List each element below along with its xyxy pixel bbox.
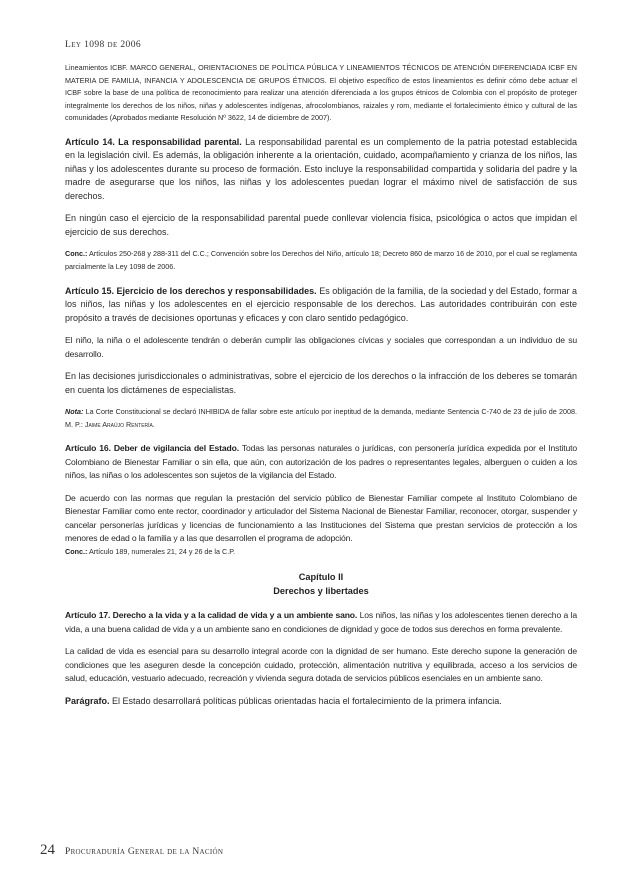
article-16 [65, 442, 577, 483]
article-17-text: Los niños, las niñas y los adolescentes tienen derecho a la vida, a una buena calidad de vida y a un ambiente sano en condiciones de dignidad y goce de todos sus derechos en forma prevalente. [65, 610, 577, 634]
article-17-paragraph [65, 695, 577, 709]
note-text: La Corte Constitucional se declaró INHIBIDA de fallar sobre este artículo por ineptitud de la demanda, mediante Sentencia C-740 de 23 de julio de 2008. M. P.: [65, 407, 577, 429]
chapter-title: Derechos y libertades [273, 586, 369, 597]
intro-paragraph: Lineamientos ICBF. MARCO GENERAL, ORIENTACIONES DE POLÍTICA PÚBLICA Y LINEAMIENTOS TÉCNICOS DE ATENCIÓN DIFERENCIADA ICBF EN MATERIA DE FAMILIA, INFANCIA Y ADOLESCENCIA DE GRUPOS ÉTNICOS. El objetivo específico de estos lineamientos es definir cómo debe actuar el ICBF sobre la base de una política de reconocimiento para realizar una atención diferenciada a los grupos étnicos de Colombia con el propósito de proteger integralmente los derechos de los niños, niñas y adolescentes indígenas, afrocolombianos, raizales y rom, mediante el fortalecimiento étnico y cultural de las comunidades (Aprobados mediante Resolución Nº 3622, 14 de diciembre de 2007). [65, 63, 577, 123]
note-end: . [152, 419, 155, 429]
conc-text: Artículo 189, numerales 21, 24 y 26 de la C.P. [88, 546, 236, 556]
article-14 [65, 136, 577, 204]
running-header: Ley 1098 de 2006 [65, 40, 141, 50]
page-footer [40, 842, 223, 859]
article-15 [65, 285, 577, 326]
chapter-number: Capítulo II [298, 572, 344, 583]
page-number: 24 [40, 842, 55, 858]
article-17 [65, 609, 577, 636]
article-16-text: Todas las personas naturales o jurídicas, con personería jurídica expedida por el Instituto Colombiano de Bienestar Familiar o sin ella, que aún, con autorización de los padres o representantes legales, alberguen o cuiden a los niños, las niñas o los adolescentes son sujetos de la vigilancia del Estado. [65, 443, 577, 481]
article-16-concordance [65, 546, 577, 559]
note-label: Nota: [65, 407, 84, 417]
conc-label: Conc.: [65, 249, 88, 259]
paragraph-text: El Estado desarrollará políticas públicas orientadas hacia el fortalecimiento de la primera infancia. [112, 695, 502, 706]
paragraph-label: Parágrafo. [65, 695, 110, 706]
article-17-title: Artículo 17. Derecho a la vida y a la calidad de vida y a un ambiente sano. [65, 610, 358, 621]
article-15-title: Artículo 15. Ejercicio de los derechos y responsabilidades. [65, 285, 317, 296]
article-17-p2: La calidad de vida es esencial para su desarrollo integral acorde con la dignidad de ser humano. Este derecho supone la generación de condiciones que les aseguren desde la concepción cuidado, protección, alimentación nutritiva y equilibrada, acceso a los servicios de salud, educación, vestuario adecuado, recreación y vivienda segura dotada de servicios públicos esenciales en un ambiente sano. [65, 646, 577, 684]
page-content [65, 62, 577, 708]
article-15-note [65, 406, 577, 431]
article-15-text: Es obligación de la familia, de la sociedad y del Estado, formar a los niños, las niñas y los adolescentes en el ejercicio responsable de los derechos. Las autoridades contribuirán con este propósito a través de decisiones oportunas y eficaces y con claro sentido pedagógico. [65, 285, 577, 323]
conc-label: Conc.: [65, 546, 88, 556]
article-14-title: Artículo 14. La responsabilidad parental. [65, 136, 242, 147]
article-15-p2: El niño, la niña o el adolescente tendrán o deberán cumplir las obligaciones cívicas y sociales que correspondan a un individuo de su desarrollo. [65, 335, 577, 359]
conc-text: Artículos 250-268 y 288-311 del C.C.; Convención sobre los Derechos del Niño, artículo 18; Decreto 860 de marzo 16 de 2010, por el cual se reglamenta parcialmente la Ley 1098 de 2006. [65, 249, 578, 272]
article-15-p3: En las decisiones jurisdiccionales o administrativas, sobre el ejercicio de los derechos o la infracción de los deberes se tomarán en cuenta los dictámenes de especialistas. [65, 371, 577, 395]
footer-organization: Procuraduría General de la Nación [65, 847, 224, 857]
article-14-text: La responsabilidad parental es un complemento de la patria potestad establecida en la legislación civil. Es además, la obligación inherente a la orientación, cuidado, acompañamiento y crianza de los niños, las niñas y los adolescentes durante su proceso de formación. Esto incluye la responsabilidad compartida y solidaria del padre y la madre de asegurarse que los niños, las niñas y los adolescentes puedan lograr el máximo nivel de satisfacción de sus derechos. [65, 136, 578, 201]
article-16-p2: De acuerdo con las normas que regulan la prestación del servicio público de Bienestar Familiar compete al Instituto Colombiano de Bienestar Familiar como ente rector, coordinador y articulador del Sistema Nacional de Bienestar Familiar, reconocer, otorgar, suspender y cancelar personerías jurídicas y licencias de funcionamiento a las Instituciones del Sistema que prestan servicios de protección a los menores de edad o la familia y a las que desarrollen el programa de adopción. [65, 492, 577, 544]
note-magistrate: Jaime Araújo Rentería [84, 419, 153, 429]
article-14-concordance [65, 248, 577, 273]
article-14-p2: En ningún caso el ejercicio de la responsabilidad parental puede conllevar violencia física, psicológica o actos que impidan el ejercicio de sus derechos. [65, 213, 577, 237]
article-16-title: Artículo 16. Deber de vigilancia del Estado. [65, 443, 239, 454]
